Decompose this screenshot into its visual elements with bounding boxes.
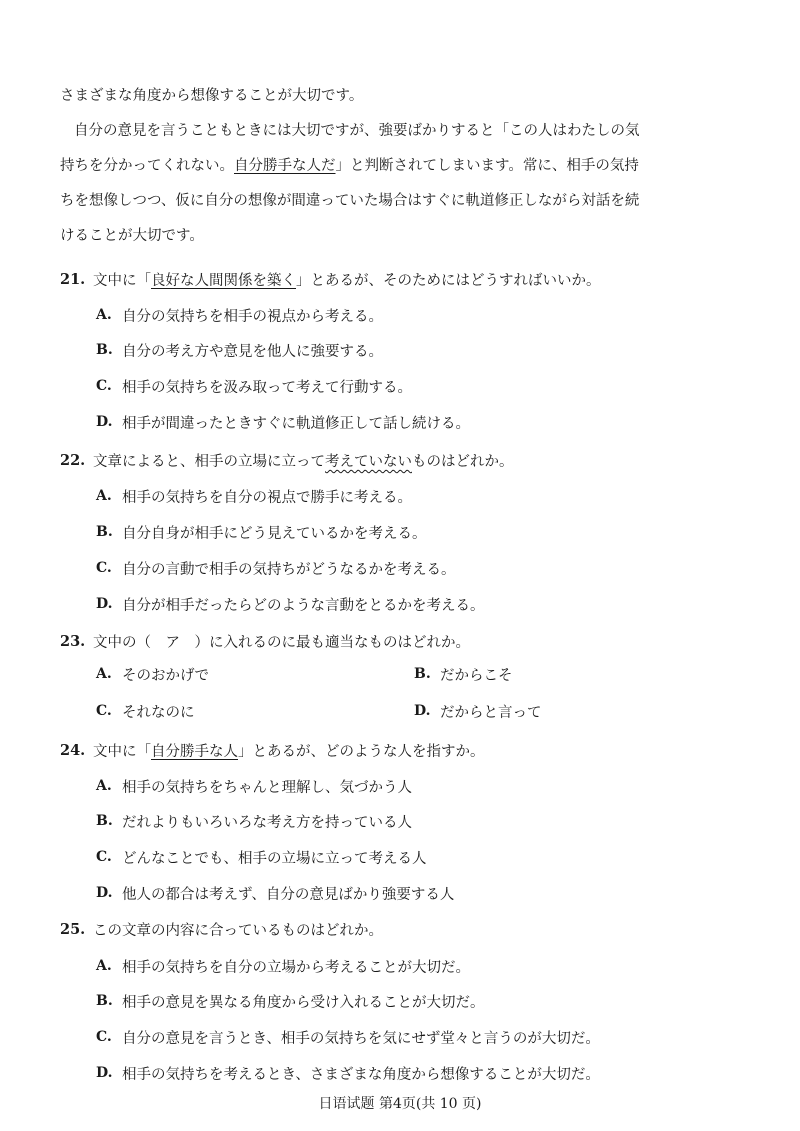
option-letter: C. [96, 703, 112, 719]
option-text: 自分の考え方や意見を他人に強要する。 [122, 344, 383, 360]
passage-line: 持ちを分かってくれない。自分勝手な人だ」と判断されてしまいます。常に、相手の気持 [60, 158, 639, 174]
question-text: 文中に「良好な人間関係を築く」とあるが、そのためにはどうすればいいか。 [93, 273, 601, 289]
question-number: 23. [60, 633, 86, 650]
option-letter: A. [96, 307, 112, 323]
option-text: 自分の意見を言うとき、相手の気持ちを気にせず堂々と言うのが大切だ。 [122, 1031, 600, 1047]
question-number: 22. [60, 452, 86, 469]
option-letter: D. [414, 703, 431, 719]
question-number: 25. [60, 921, 86, 938]
option-text: 自分の気持ちを相手の視点から考える。 [122, 309, 383, 325]
option-text: 相手の意見を異なる角度から受け入れることが大切だ。 [122, 995, 485, 1011]
option-letter: A. [96, 488, 112, 504]
passage-line: 自分の意見を言うこともときには大切ですが、強要ばかりすると「この人はわたしの気 [74, 123, 640, 139]
page-number-text: 日语试题 第4页(共 10 页) [318, 1096, 482, 1112]
option-letter: D. [96, 596, 113, 612]
option-letter: A. [96, 958, 112, 974]
option-letter: B. [96, 993, 113, 1009]
passage-line: ちを想像しつつ、仮に自分の想像が間違っていた場合はすぐに軌道修正しながら対話を続 [60, 193, 640, 209]
page-footer [0, 1093, 800, 1113]
option-letter: A. [96, 666, 112, 682]
option-text: だからこそ [440, 668, 513, 684]
question-text: 文章によると、相手の立場に立って考えていないものはどれか。 [93, 454, 514, 470]
option-text: それなのに [122, 705, 195, 721]
option-text: 相手の気持ちを考えるとき、さまざまな角度から想像することが大切だ。 [122, 1067, 600, 1083]
option-letter: C. [96, 378, 112, 394]
option-letter: B. [96, 342, 113, 358]
option-letter: D. [96, 414, 113, 430]
option-letter: B. [96, 524, 113, 540]
option-text: 相手の気持ちをちゃんと理解し、気づかう人 [122, 780, 412, 796]
wavy-underlined-phrase: 考えていない [325, 454, 412, 470]
option-text: だからと言って [440, 705, 542, 721]
question-text: 文中の（ ア ）に入れるのに最も適当なものはどれか。 [93, 635, 470, 651]
option-letter: B. [414, 666, 431, 682]
underlined-phrase: 自分勝手な人だ [234, 158, 336, 174]
option-text: だれよりもいろいろな考え方を持っている人 [122, 815, 412, 831]
option-letter: B. [96, 813, 113, 829]
option-text: 相手が間違ったときすぐに軌道修正して話し続ける。 [122, 416, 470, 432]
underlined-phrase: 良好な人間関係を築く [151, 273, 296, 289]
passage-line: さまざまな角度から想像することが大切です。 [60, 88, 364, 104]
question-text: 文中に「自分勝手な人」とあるが、どのような人を指すか。 [93, 744, 485, 760]
underlined-phrase: 自分勝手な人 [151, 744, 238, 760]
option-letter: C. [96, 1029, 112, 1045]
passage-line: けることが大切です。 [60, 228, 204, 244]
option-text: 相手の気持ちを汲み取って考えて行動する。 [122, 380, 412, 396]
option-text: 相手の気持ちを自分の立場から考えることが大切だ。 [122, 960, 470, 976]
question-number: 24. [60, 742, 86, 759]
option-letter: C. [96, 849, 112, 865]
option-letter: D. [96, 1065, 113, 1081]
question-text: この文章の内容に合っているものはどれか。 [93, 923, 383, 939]
option-text: 自分自身が相手にどう見えているかを考える。 [122, 526, 427, 542]
option-letter: D. [96, 885, 113, 901]
option-letter: A. [96, 778, 112, 794]
option-text: そのおかげで [122, 668, 209, 684]
option-text: 自分が相手だったらどのような言動をとるかを考える。 [122, 598, 485, 614]
option-text: どんなことでも、相手の立場に立って考える人 [122, 851, 427, 867]
option-text: 相手の気持ちを自分の視点で勝手に考える。 [122, 490, 412, 506]
option-letter: C. [96, 560, 112, 576]
option-text: 自分の言動で相手の気持ちがどうなるかを考える。 [122, 562, 456, 578]
option-text: 他人の都合は考えず、自分の意見ばかり強要する人 [122, 887, 455, 903]
question-number: 21. [60, 271, 86, 288]
